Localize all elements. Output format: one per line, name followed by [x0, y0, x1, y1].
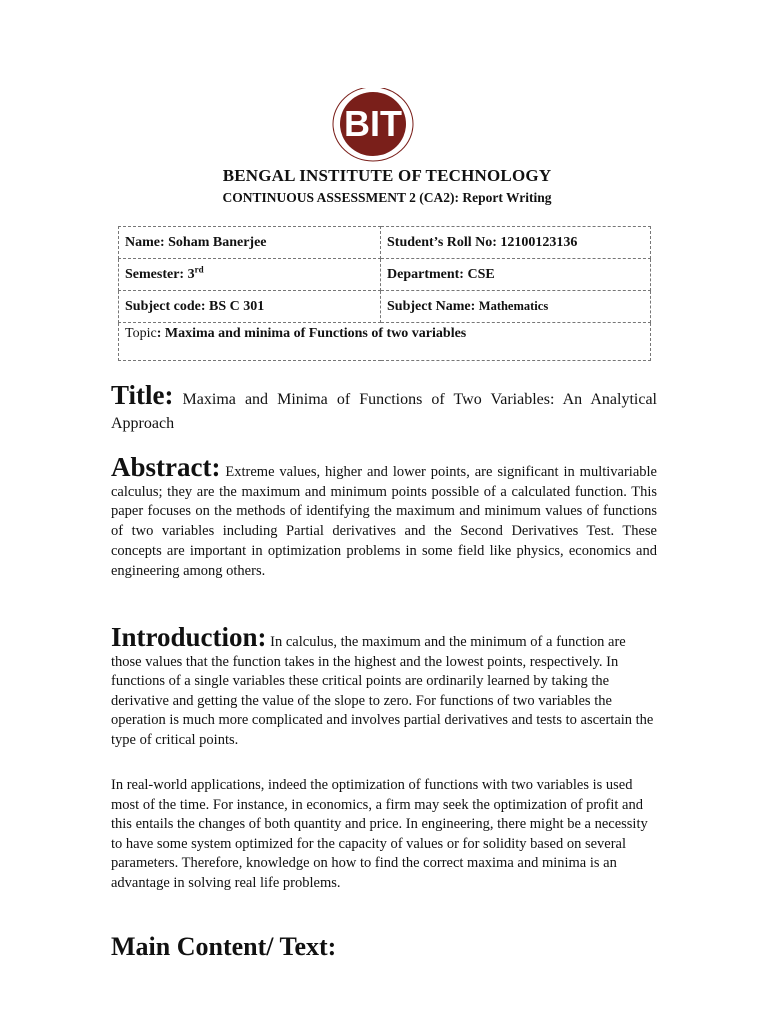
title-label: Title: [111, 380, 174, 410]
title-paragraph [111, 382, 657, 436]
abstract-label: Abstract: [111, 452, 221, 482]
abstract-text: Extreme values, higher and lower points, are significant in multivariable calculus; they are the maximum and minimum points possible of a calculated function. This paper focuses on the methods of identifying the maximum and minimum values of functions of two variables including Partial derivatives and the Second Derivatives Test. These concepts are important in optimization problems in some field like physics, economics and engineering among others. [111, 464, 657, 579]
semester-text: Semester: 3 [125, 266, 195, 282]
main-content-heading: Main Content/ Text: [111, 932, 337, 961]
subject-name-value: Mathematics [478, 298, 549, 313]
introduction-label: Introduction: [111, 622, 267, 652]
introduction-paragraph [111, 624, 657, 751]
institution-name: BENGAL INSTITUTE OF TECHNOLOGY [222, 166, 552, 185]
table-row [119, 259, 651, 291]
introduction-paragraph-2: In real-world applications, indeed the optimization of functions with two variables is used most of the time. For instance, in economics, a firm may seek the optimization of profit and this entails the changes of both quantity and price. In engineering, there might be a necessity to have some system optimized for the capacity of values or for solidity based on several parameters. Therefore, knowledge on how to find the correct maxima and minima is an advantage in solving real life problems. [111, 777, 648, 891]
topic-label: Topic [125, 326, 157, 341]
table-row [119, 291, 651, 323]
subject-code-cell: Subject code: BS C 301 [119, 291, 381, 323]
topic-cell [119, 323, 651, 361]
table-row [119, 323, 651, 361]
student-info-table [118, 226, 651, 361]
subject-name-label: Subject Name: [387, 298, 479, 314]
abstract-paragraph [111, 454, 657, 581]
introduction-text: In calculus, the maximum and the minimum of a function are those values that the function takes in the highest and the lowest points, respectively. In functions of a single variables these critical points are ordinarily learned by taking the derivative and getting the value of the slope to zero. For functions of two variables the operation is much more complicated and involves partial derivatives and tests to ascertain the type of critical points. [111, 634, 654, 748]
roll-no-cell: Student’s Roll No: 12100123136 [381, 227, 651, 259]
institute-logo [328, 88, 422, 164]
department-cell: Department: CSE [381, 259, 651, 291]
semester-cell [119, 259, 381, 291]
name-cell: Name: Soham Banerjee [119, 227, 381, 259]
subject-name-cell [381, 291, 651, 323]
topic-value: : Maxima and minima of Functions of two variables [156, 326, 467, 341]
table-row [119, 227, 651, 259]
assessment-title: CONTINUOUS ASSESSMENT 2 (CA2): Report Writing [222, 190, 552, 205]
logo-letters: BIT [344, 103, 402, 144]
semester-suffix: rd [194, 263, 204, 274]
title-text: Maxima and Minima of Functions of Two Variables: An Analytical Approach [111, 391, 657, 432]
